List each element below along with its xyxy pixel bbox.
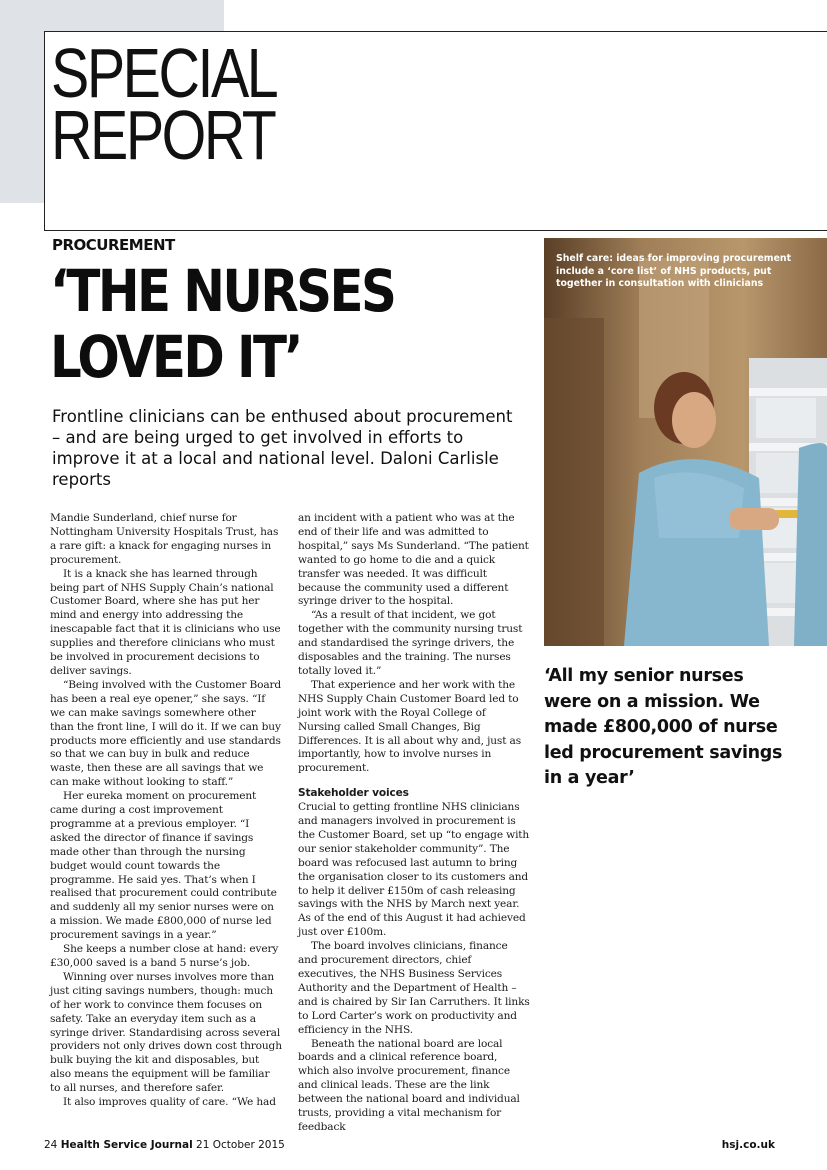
paragraph: The board involves clinicians, finance and procurement directors, chief executives, the NHS Business Services Authority and the Department of Health – and is chaired by Sir Ian Carruthers. It links to Lord Carter’s work on productivity and efficiency in the NHS. xyxy=(298,940,530,1036)
footer-website: hsj.co.uk xyxy=(721,1139,775,1151)
paragraph: “Being involved with the Customer Board has been a real eye opener,” she says. “If we can make savings somewhere other than the front line, I will do it. If we can buy products more efficiently and use standards so that we can buy in bulk and reduce waste, then these are all savings that we can make without looking to staff.” xyxy=(50,678,282,789)
publication-name: Health Service Journal xyxy=(60,1139,193,1151)
article-column-2 xyxy=(298,512,530,1135)
paragraph: an incident with a patient who was at the end of their life and was admitted to hospital,” says Ms Sunderland. “The patient wanted to go home to die and a quick transfer was needed. It was difficult because the community used a different syringe driver to the hospital. xyxy=(298,512,529,608)
headline-line2: LOVED IT’ xyxy=(50,323,301,391)
section-label: PROCUREMENT xyxy=(52,236,175,254)
paragraph: “As a result of that incident, we got together with the community nursing trust and standardised the syringe drivers, the disposables and the training. The nurses totally loved it.” xyxy=(298,609,523,677)
standfirst: Frontline clinicians can be enthused about procurement – and are being urged to get involved in efforts to improve it at a local and national level. Daloni Carlisle reports xyxy=(52,407,513,489)
paragraph: Her eureka moment on procurement came during a cost improvement programme at a previous employer. “I asked the director of finance if savings made other than through the nursing budget would count towards the programme. He said yes. That’s when I realised that procurement could contribute and suddenly all my senior nurses were on a mission. We made £800,000 of nurse led procurement savings in a year.” xyxy=(50,790,277,942)
paragraph: She keeps a number close at hand: every £30,000 saved is a band 5 nurse’s job. xyxy=(50,943,279,969)
page-number: 24 xyxy=(44,1139,58,1151)
paragraph: It is a knack she has learned through being part of NHS Supply Chain’s national Customer Board, where she has put her mind and energy into addressing the inescapable fact that it is clinicians who use supplies and therefore clinicians who must be involved in procurement decisions to deliver savings. xyxy=(50,567,281,677)
footer-page-info xyxy=(44,1139,285,1151)
paragraph: It also improves quality of care. “We had xyxy=(63,1096,276,1109)
subheading: Stakeholder voices xyxy=(298,787,409,800)
photo-caption: Shelf care: ideas for improving procurement include a ‘core list’ of NHS products, put together in consultation with clinicians xyxy=(556,253,792,289)
paragraph: That experience and her work with the NHS Supply Chain Customer Board led to joint work with the Royal College of Nursing called Small Changes, Big Differences. It is all about why and, just as importantly, how to involve nurses in procurement. xyxy=(298,678,521,775)
banner-title-line1: SPECIAL xyxy=(51,34,277,112)
special-report-banner xyxy=(44,31,827,205)
headline xyxy=(50,258,463,390)
pull-quote: ‘All my senior nurses were on a mission. We made £800,000 of nurse led procurement savings in a year’ xyxy=(544,666,783,788)
paragraph: Winning over nurses involves more than just citing savings numbers, though: much of her work to convince them focuses on safety. Take an everyday item such as a syringe driver. Standardising across several providers not only drives down cost through bulk buying the kit and disposables, but also means the equipment will be familiar to all nurses, and therefore safer. xyxy=(50,970,282,1095)
issue-date: 21 October 2015 xyxy=(196,1139,285,1151)
second-nurse-figure xyxy=(794,443,827,646)
headline-line1: ‘THE NURSES xyxy=(50,257,395,325)
nurse-photo xyxy=(544,238,827,646)
nurse-photo-illustration xyxy=(544,238,827,646)
paragraph: Mandie Sunderland, chief nurse for Nottingham University Hospitals Trust, has a rare gift: a knack for engaging nurses in procurement. xyxy=(50,512,279,566)
banner-title xyxy=(51,34,277,174)
paragraph: Beneath the national board are local boards and a clinical reference board, which also involve procurement, finance and clinical leads. These are the link between the national board and individual trusts, providing a vital mechanism for feedback xyxy=(298,1037,520,1133)
banner-title-line2: REPORT xyxy=(51,96,275,174)
article-column-1 xyxy=(50,512,282,1110)
header-rule-band xyxy=(44,203,827,231)
paragraph: Crucial to getting frontline NHS clinicians and managers involved in procurement is the Customer Board, set up “to engage with our senior stakeholder community”. The board was refocused last autumn to bring the organisation closer to its customers and to help it deliver £150m of cash releasing savings with the NHS by March next year. As of the end of this August it had achieved just over £100m. xyxy=(298,801,530,939)
